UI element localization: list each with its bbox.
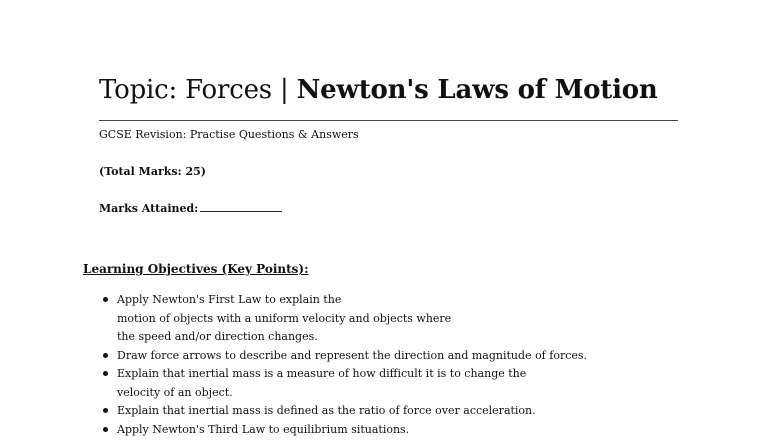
marks-attained-blank — [200, 201, 282, 212]
objective-line: velocity of an object. — [117, 385, 233, 399]
objective-line: Explain that inertial mass is a measure of how difficult it is to change the — [117, 367, 527, 380]
page-title — [99, 72, 658, 108]
marks-attained — [99, 201, 282, 217]
bullet-icon — [103, 353, 108, 358]
objective-item — [100, 421, 587, 440]
bullet-icon — [103, 408, 108, 413]
objective-line: Draw force arrows to describe and represent the direction and magnitude of forces. — [117, 348, 588, 362]
title-main: Newton's Laws of Motion — [296, 75, 658, 105]
bullet-icon — [103, 371, 108, 376]
total-marks: (Total Marks: 25) — [99, 165, 206, 178]
objective-item — [100, 365, 587, 402]
objective-line: motion of objects with a uniform velocity and objects where — [117, 311, 452, 325]
objective-item — [100, 347, 587, 366]
bullet-icon — [103, 297, 108, 302]
title-divider — [99, 120, 678, 121]
marks-attained-label: Marks Attained: — [99, 202, 199, 215]
objective-item — [100, 291, 587, 347]
objective-line: Apply Newton's First Law to explain the — [117, 293, 342, 306]
objective-line: Apply Newton's Third Law to equilibrium situations. — [117, 422, 410, 436]
objective-item — [100, 402, 587, 421]
title-prefix: Topic: Forces | — [99, 75, 297, 105]
learning-objectives-heading: Learning Objectives (Key Points): — [83, 262, 309, 276]
objective-line: the speed and/or direction changes. — [117, 330, 318, 343]
subtitle: GCSE Revision: Practise Questions & Answers — [99, 128, 359, 141]
objective-line: Explain that inertial mass is defined as the ratio of force over acceleration. — [117, 404, 536, 417]
learning-objectives-list — [100, 291, 587, 439]
bullet-icon — [103, 427, 108, 432]
